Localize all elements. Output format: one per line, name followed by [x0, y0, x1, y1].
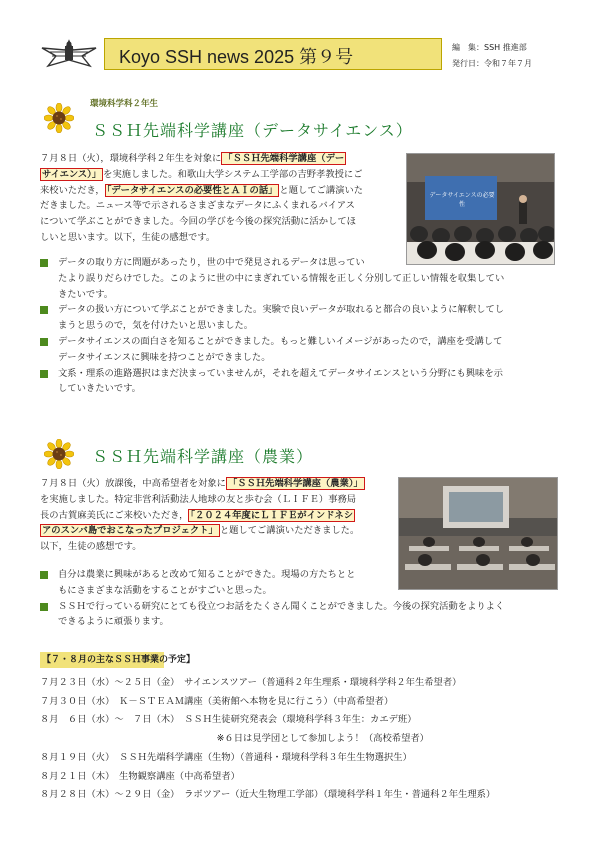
schedule-item: ７月３０日（水） Ｋ－ＳＴＥＡＭ講座（美術館へ本物を見に行こう）（中高希望者）	[40, 695, 394, 707]
body-text: ７月８日（火）放課後，中高希望者を対象に	[40, 478, 226, 489]
body-text: ７月８日（火），環境科学科２年生を対象に	[40, 153, 222, 164]
newsletter-title-banner	[104, 38, 442, 70]
highlighted-lecture-title: 「２０２４年度にＬＩＦＥがインドネシ	[190, 509, 353, 521]
section1-comment-item	[40, 366, 560, 398]
newsletter-title: Koyo SSH news 2025 第９号	[119, 47, 354, 67]
body-text: だきました。ニュース等で示されるさまざまなデータにふくまれるバイアス	[40, 200, 355, 212]
schedule-item: ８月２１日（木） 生物観察講座（中高希望者）	[40, 770, 240, 782]
section2-comments	[40, 567, 560, 630]
square-bullet-icon	[40, 571, 48, 579]
comment-text: ＳＳＨで行っている研究にとても役立つお話をたくさん聞くことができました。今後の探究活動をよりよく	[58, 600, 505, 612]
comment-text: データの取り方に問題があったり，世の中で発見されるデータは思ってい	[58, 257, 365, 268]
body-text: を実施しました。特定非営利活動法人地球の友と歩む会（ＬＩＦＥ）事務局	[40, 493, 357, 505]
section2-intro-line	[40, 539, 400, 555]
section1-intro-line	[40, 167, 400, 183]
section1-intro-line	[40, 214, 400, 230]
body-text: と題してご講演いただきました。	[219, 525, 360, 537]
section2-intro-line	[40, 476, 400, 492]
section1-kicker: 環境科学科２年生	[90, 99, 159, 109]
comment-text: 文系・理系の進路選択はまだ決まっていませんが，それを超えてデータサイエンスという分野にも興味を示	[58, 367, 503, 379]
schedule-list	[40, 674, 560, 805]
schedule-item: ８月 ６日（水）～ ７日（木） ＳＳＨ生徒研究発表会（環境科学科３年生：カエデ班）	[40, 714, 417, 726]
schedule-item: ７月２３日（水）～２５日（金） サイエンスツアー（普通科２年生理系・環境科学科２年生希望者）	[40, 677, 462, 688]
square-bullet-icon	[40, 306, 48, 314]
body-text: 長の古賀麻美氏にご来校いただき，	[40, 509, 189, 521]
square-bullet-icon	[40, 259, 48, 267]
section2-intro-line	[40, 523, 400, 539]
lecture-photo-data-science	[406, 153, 555, 265]
section1-comment-item	[40, 255, 560, 302]
highlighted-lecture-title: アのスンバ島でおこなったプロジェクト」	[42, 525, 218, 537]
section1-comments	[40, 255, 560, 397]
highlighted-lecture-title: 「ＳＳＨ先端科学講座（農業）」	[227, 478, 363, 489]
section1-intro-line	[40, 183, 400, 199]
schedule-heading: 【７・８月の主なＳＳＨ事業の予定】	[40, 652, 164, 668]
body-text: を実施しました。和歌山大学システム工学部の吉野孝教授にご	[103, 168, 363, 180]
section1-intro-line	[40, 230, 400, 246]
comment-text: できるように頑張ります。	[58, 616, 169, 628]
section1-comment-item	[40, 334, 560, 366]
body-text: と題してご講演いた	[279, 184, 364, 196]
square-bullet-icon	[40, 370, 48, 378]
section2-intro	[40, 476, 400, 555]
sunflower-icon	[44, 103, 74, 133]
body-text: しいと思います。以下，生徒の感想です。	[40, 231, 216, 243]
editor-credit: 編 集：SSH 推進部	[452, 43, 527, 52]
section1-title: ＳＳＨ先端科学講座（データサイエンス）	[92, 121, 413, 140]
comment-text: 自分は農業に興味があると改めて知ることができた。現場の方たちとと	[58, 569, 356, 580]
comment-text: きたいです。	[58, 288, 114, 300]
comment-text: たより誤りだらけでした。このように世の中にまぎれている情報を正しく分別して正しい情報を収集してい	[58, 272, 505, 284]
issue-date: 発行日：令和７年７月	[452, 59, 532, 68]
section1-intro-line	[40, 198, 400, 214]
comment-text: まうと思うので，気を付けたいと思いました。	[58, 320, 254, 332]
schedule-item: ８月２８日（木）～２９日（金） ラボツアー（近大生物理工学部）（環境科学科１年生・普通科２年生理系）	[40, 789, 496, 801]
sunflower-icon	[44, 439, 74, 469]
comment-text: していきたいです。	[58, 383, 141, 395]
comment-text: データサイエンスに興味を持つことができました。	[58, 351, 271, 363]
schedule-item: ※６日は見学団として参加しよう！（高校希望者）	[40, 733, 429, 745]
comment-text: もにさまざまな活動をすることがすごいと思った。	[58, 584, 272, 596]
highlighted-lecture-title: 「ＳＳＨ先端科学講座（デー	[223, 153, 345, 164]
highlighted-lecture-title: サイエンス）」	[42, 168, 102, 180]
lecture-slide-title: データサイエンスの必要性	[429, 192, 495, 208]
school-emblem-logo	[40, 38, 98, 70]
comment-text: データの扱い方について学ぶことができました。実験で良いデータが取れると都合の良いように解釈してし	[58, 304, 505, 316]
body-text: 来校いただき，	[40, 184, 105, 196]
section1-intro	[40, 151, 400, 246]
section1-intro-line	[40, 151, 400, 167]
section2-comment-item	[40, 599, 560, 631]
section2-title: ＳＳＨ先端科学講座（農業）	[92, 447, 314, 466]
square-bullet-icon	[40, 603, 48, 611]
body-text: 以下，生徒の感想です。	[40, 541, 142, 553]
schedule-item: ８月１９日（火） ＳＳＨ先端科学講座（生物）（普通科・環境科学科３年生生物選択生）	[40, 751, 412, 763]
comment-text: データサイエンスの面白さを知ることができました。もっと難しいイメージがあったので，講座を受講して	[58, 335, 503, 347]
highlighted-lecture-title: 「データサイエンスの必要性とＡＩの話」	[106, 184, 278, 196]
square-bullet-icon	[40, 338, 48, 346]
section2-comment-item	[40, 567, 560, 599]
section2-intro-line	[40, 508, 400, 524]
section2-intro-line	[40, 492, 400, 508]
section1-comment-item	[40, 302, 560, 334]
body-text: について学ぶことができました。今回の学びを今後の探究活動に活かしてほ	[40, 216, 356, 228]
